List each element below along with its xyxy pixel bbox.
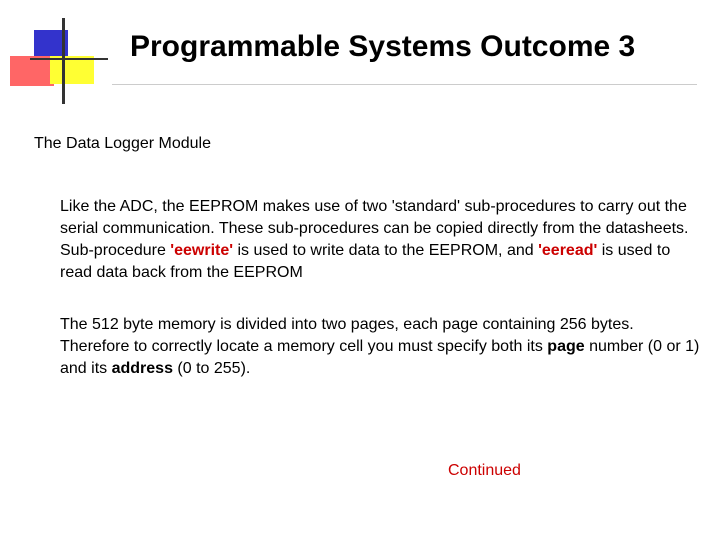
para1-text-2: is used to write data to the EEPROM, and [233, 242, 539, 259]
slide-title: Programmable Systems Outcome 3 [130, 30, 636, 63]
para2-text-3: (0 to 255). [172, 360, 251, 377]
title-divider [112, 84, 697, 85]
logo-horizontal-line [30, 58, 108, 60]
address-keyword: address [111, 360, 173, 377]
para1-text-1: Like the ADC, the EEPROM makes use of two 'standard' sub-procedures to carry out the serial communication. These sub-procedures can be copied directly from the datasheets. Sub-procedure [60, 198, 689, 259]
eewrite-keyword: 'eewrite' [170, 242, 234, 259]
page-keyword: page [547, 338, 585, 355]
logo-vertical-line [62, 18, 65, 104]
paragraph-memory-pages [60, 314, 700, 380]
logo-yellow-square [50, 56, 94, 84]
slide-logo [0, 0, 110, 110]
para2-text-1: The 512 byte memory is divided into two pages, each page containing 256 bytes. Therefore to correctly locate a memory cell you must specify both its [60, 316, 634, 355]
para2-text-2: number (0 or 1) and its [60, 338, 700, 377]
para1-text-3: is used to read data back from the EEPROM [60, 242, 671, 281]
continued-link[interactable]: Continued [448, 462, 521, 479]
slide-subtitle: The Data Logger Module [34, 135, 211, 152]
logo-red-square [10, 56, 54, 86]
eeread-keyword: 'eeread' [538, 242, 598, 259]
paragraph-eeprom-subprocedures [60, 196, 700, 284]
